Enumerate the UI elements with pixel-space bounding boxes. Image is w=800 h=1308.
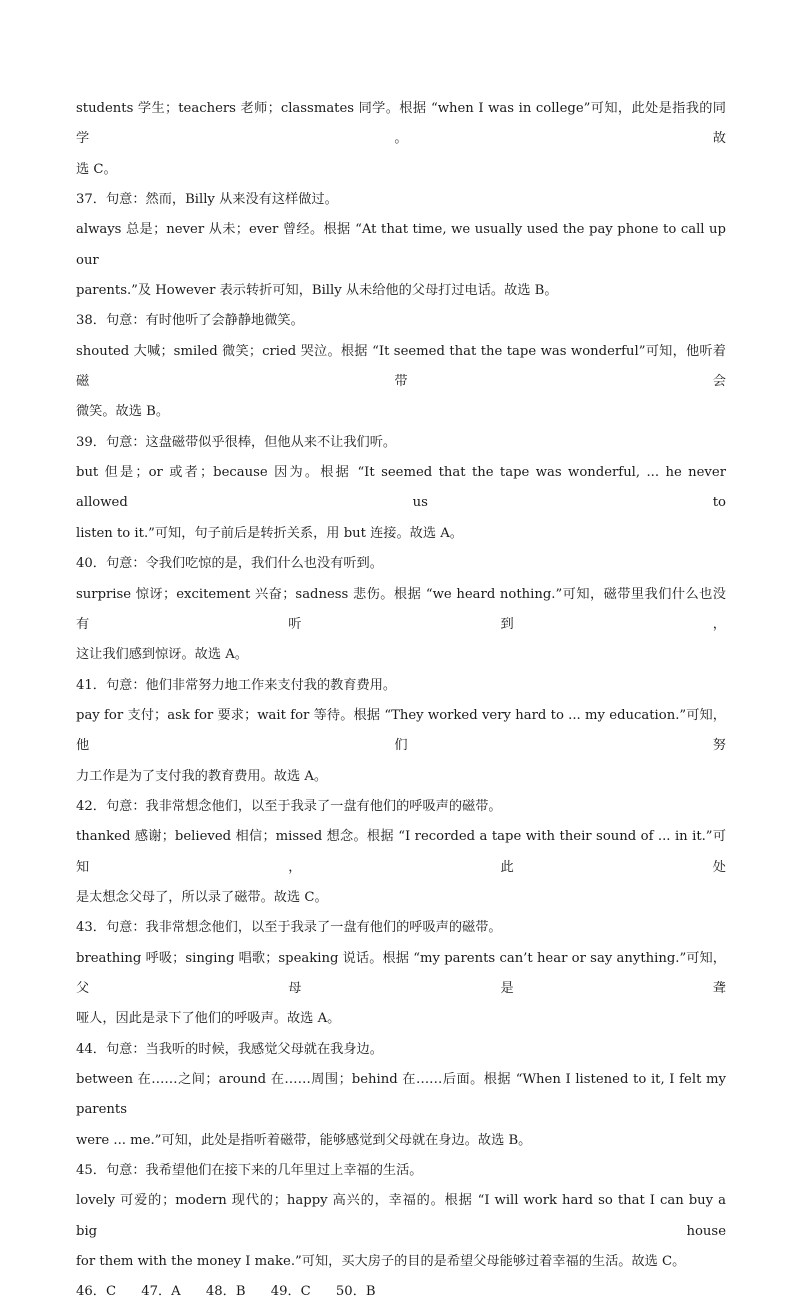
question-line: 39．句意：这盘磁带似乎很棒，但他从来不让我们听。 — [76, 434, 397, 450]
text-line: 力工作是为了支付我的教育费用。故选 A。 — [76, 768, 328, 784]
answer-49: 49．C — [270, 1284, 311, 1300]
text-line: between 在……之间；around 在……周围；behind 在……后面。根据 “When I listened to it, I felt my parents — [76, 1072, 726, 1118]
text-line: 这让我们感到惊讶。故选 A。 — [76, 647, 248, 663]
text-line: thanked 感谢；believed 相信；missed 想念。根据 “I recorded a tape with their sound of ... in it.”可知，此处 — [76, 829, 726, 875]
text-line: for them with the money I make.”可知，买大房子的目的是希望父母能够过着幸福的生活。故选 C。 — [76, 1254, 686, 1270]
answer-47: 47．A — [141, 1284, 181, 1300]
text-line: always 总是；never 从未；ever 曾经。根据 “At that time, we usually used the pay phone to call up our — [76, 222, 726, 268]
answer-46: 46．C — [76, 1284, 117, 1300]
question-line: 41．句意：他们非常努力地工作来支付我的教育费用。 — [76, 677, 397, 693]
document-body — [76, 94, 726, 1308]
question-line: 45．句意：我希望他们在接下来的几年里过上幸福的生活。 — [76, 1163, 423, 1179]
text-line: shouted 大喊；smiled 微笑；cried 哭泣。根据 “It seemed that the tape was wonderful”可知，他听着磁带会 — [76, 343, 726, 390]
text-line: 微笑。故选 B。 — [76, 404, 170, 420]
text-line: listen to it.”可知，句子前后是转折关系，用 but 连接。故选 A。 — [76, 525, 463, 541]
text-line: parents.”及 However 表示转折可知，Billy 从未给他的父母打过电话。故选 B。 — [76, 283, 558, 299]
question-line: 40．句意：令我们吃惊的是，我们什么也没有听到。 — [76, 556, 383, 572]
text-line: lovely 可爱的；modern 现代的；happy 高兴的，幸福的。根据 “I will work hard so that I can buy a big house — [76, 1193, 726, 1239]
question-line: 37．句意：然而，Billy 从来没有这样做过。 — [76, 192, 338, 208]
answer-48: 48．B — [205, 1284, 246, 1300]
text-line: 是太想念父母了，所以录了磁带。故选 C。 — [76, 889, 328, 905]
text-line: surprise 惊讶；excitement 兴奋；sadness 悲伤。根据 “we heard nothing.”可知，磁带里我们什么也没有听到， — [76, 586, 726, 632]
answer-50: 50．B — [335, 1284, 376, 1300]
answer-key-line — [76, 1277, 726, 1307]
text-line: 哑人，因此是录下了他们的呼吸声。故选 A。 — [76, 1011, 341, 1027]
text-line: were ... me.”可知，此处是指听着磁带，能够感觉到父母就在身边。故选 B。 — [76, 1132, 532, 1148]
text-line: but 但是；or 或者；because 因为。根据 “It seemed that the tape was wonderful, ... he never allowed us to — [76, 465, 726, 511]
text-line: students 学生；teachers 老师；classmates 同学。根据 “when I was in college”可知，此处是指我的同学。故 — [76, 101, 726, 147]
text-line: 选 C。 — [76, 161, 117, 177]
question-line: 44．句意：当我听的时候，我感觉父母就在我身边。 — [76, 1041, 383, 1057]
question-line: 42．句意：我非常想念他们，以至于我录了一盘有他们的呼吸声的磁带。 — [76, 798, 502, 814]
question-line: 43．句意：我非常想念他们，以至于我录了一盘有他们的呼吸声的磁带。 — [76, 920, 502, 936]
text-line: breathing 呼吸；singing 唱歌；speaking 说话。根据 “my parents can’t hear or say anything.”可知，父母是聋 — [76, 950, 726, 996]
question-line: 38．句意：有时他听了会静静地微笑。 — [76, 313, 304, 329]
text-line: pay for 支付；ask for 要求；wait for 等待。根据 “They worked very hard to ... my education.”可知，他们努 — [76, 707, 726, 754]
